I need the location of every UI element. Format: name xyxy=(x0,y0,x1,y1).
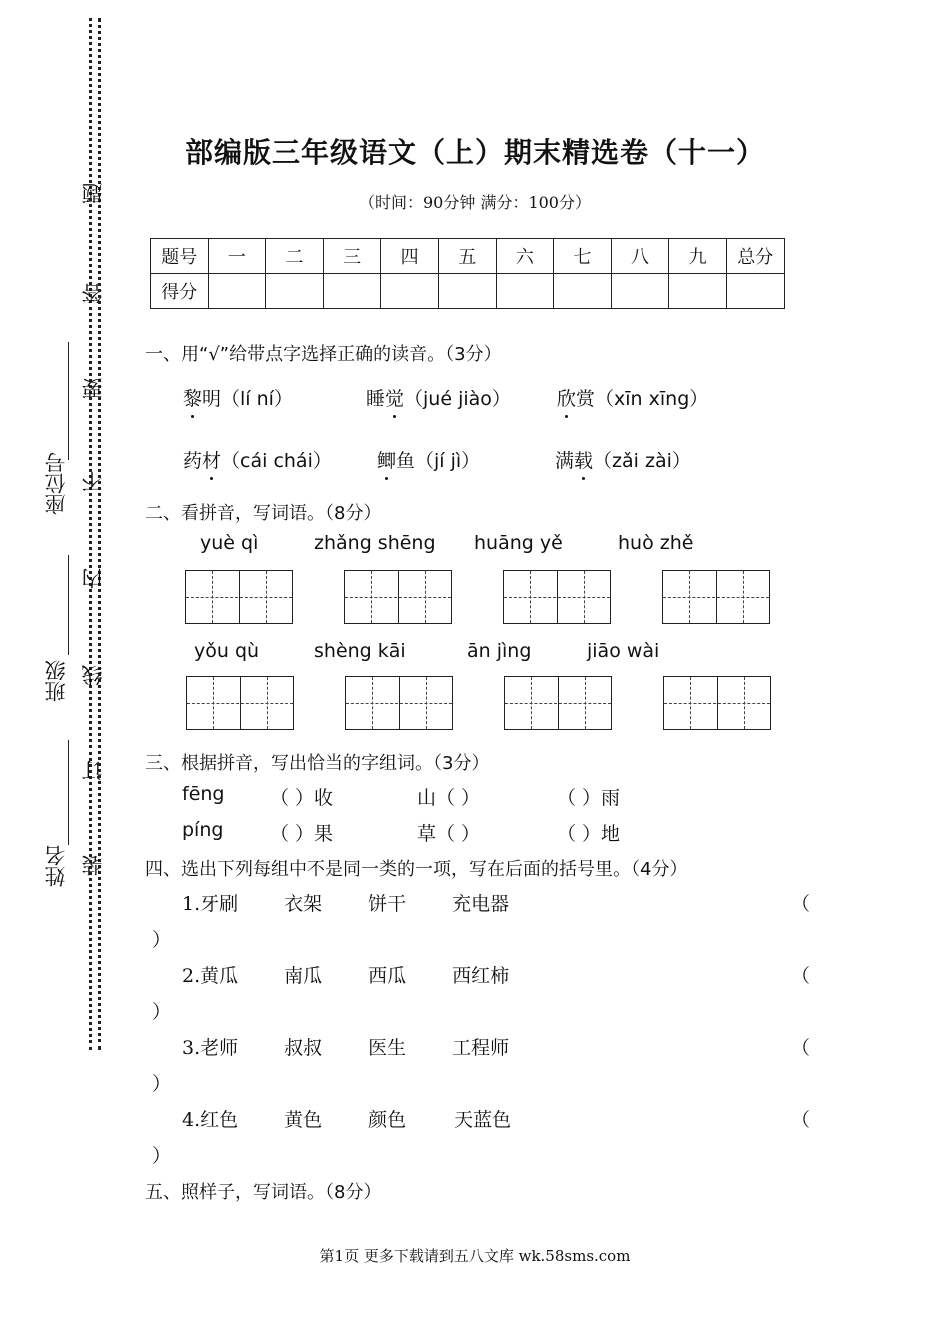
reading-item-2[interactable] xyxy=(366,384,511,411)
writing-box[interactable] xyxy=(503,570,611,624)
section-4-heading: 四、选出下列每组中不是同一类的一项，写在后面的括号里。（4分） xyxy=(145,859,688,880)
score-header-cell: 六 xyxy=(496,239,554,274)
writing-box[interactable] xyxy=(186,676,294,730)
page-footer: 第1页 更多下载请到五八文库 wk.58sms.com xyxy=(319,1247,631,1265)
section-2-heading: 二、看拼音，写词语。（8分） xyxy=(145,503,382,524)
answer-paren-close[interactable]: ） xyxy=(152,1001,172,1023)
word-option: 天蓝色 xyxy=(454,1109,512,1131)
seat-number-label: 座位号 xyxy=(44,452,68,515)
classify-item-1 xyxy=(182,889,509,916)
binding-dotted-line-inner xyxy=(98,18,101,1050)
score-cell[interactable] xyxy=(266,274,324,309)
writing-box[interactable] xyxy=(185,570,293,624)
score-header-cell: 九 xyxy=(669,239,727,274)
classify-item-4 xyxy=(182,1105,511,1132)
word-option: 充电器 xyxy=(452,893,510,915)
score-cell[interactable] xyxy=(208,274,266,309)
writing-box[interactable] xyxy=(344,570,452,624)
margin-char-ding: 订 xyxy=(81,760,105,781)
word-option: 医生 xyxy=(368,1037,407,1059)
score-row-label: 得分 xyxy=(151,274,209,309)
word-option: 叔叔 xyxy=(284,1037,323,1059)
reading-item-6[interactable] xyxy=(555,446,691,473)
word-option: 衣架 xyxy=(284,893,323,915)
answer-paren-open[interactable]: （ xyxy=(791,893,811,915)
score-header-cell: 题号 xyxy=(151,239,209,274)
pinyin-label: zhǎng shēng xyxy=(314,532,436,554)
word-option: 老师 xyxy=(200,1037,239,1059)
margin-char-nei: 内 xyxy=(81,568,105,589)
dotted-char: 载 xyxy=(574,446,593,473)
item-text: 药 xyxy=(183,450,203,472)
seat-number-underline xyxy=(68,342,69,460)
writing-box[interactable] xyxy=(663,676,771,730)
score-header-cell: 一 xyxy=(208,239,266,274)
fill-blank-word[interactable]: （ ）地 xyxy=(557,823,621,845)
item-number: 3. xyxy=(182,1037,201,1059)
dotted-char: 黎 xyxy=(183,384,202,411)
pinyin-options: （xīn xīng） xyxy=(595,388,709,410)
score-cell[interactable] xyxy=(726,274,784,309)
pinyin-label: yǒu qù xyxy=(194,640,260,662)
pinyin-label: ān jìng xyxy=(467,640,532,662)
answer-paren-open[interactable]: （ xyxy=(791,965,811,987)
answer-paren-close[interactable]: ） xyxy=(152,929,172,951)
item-text: 明 xyxy=(202,388,222,410)
word-option: 黄色 xyxy=(284,1109,323,1131)
score-header-cell: 五 xyxy=(438,239,496,274)
classify-item-2 xyxy=(182,961,509,988)
pinyin-label: shèng kāi xyxy=(314,640,406,662)
pinyin-options: （zǎi zài） xyxy=(593,450,691,472)
exam-info: （时间：90分钟 满分：100分） xyxy=(359,193,591,212)
dotted-char: 鲫 xyxy=(377,446,396,473)
fill-blank-word[interactable]: 山（ ） xyxy=(417,787,481,809)
fill-pinyin: fēng xyxy=(182,783,225,805)
pinyin-options: （lí ní） xyxy=(221,388,293,410)
binding-dotted-line-bottom xyxy=(89,745,92,1050)
item-text: 满 xyxy=(555,450,575,472)
section-5-heading: 五、照样子，写词语。（8分） xyxy=(145,1182,382,1203)
item-number: 2. xyxy=(182,965,201,987)
dotted-char: 欣 xyxy=(557,384,576,411)
word-option: 西红柿 xyxy=(452,965,510,987)
answer-paren-close[interactable]: ） xyxy=(152,1073,172,1095)
classify-item-3 xyxy=(182,1033,509,1060)
score-table-header-row xyxy=(151,239,785,274)
score-cell[interactable] xyxy=(381,274,439,309)
margin-char-ti: 题 xyxy=(81,183,105,204)
score-header-cell: 四 xyxy=(381,239,439,274)
score-cell[interactable] xyxy=(496,274,554,309)
writing-box[interactable] xyxy=(662,570,770,624)
score-header-cell: 二 xyxy=(266,239,324,274)
name-underline xyxy=(68,740,69,845)
dotted-char: 觉 xyxy=(385,384,404,411)
word-option: 黄瓜 xyxy=(200,965,239,987)
word-option: 工程师 xyxy=(452,1037,510,1059)
score-header-cell: 八 xyxy=(611,239,669,274)
margin-char-yao: 要 xyxy=(81,378,105,399)
page-title: 部编版三年级语文（上）期末精选卷（十一） xyxy=(184,136,765,169)
answer-paren-close[interactable]: ） xyxy=(152,1145,172,1167)
item-text: 赏 xyxy=(576,388,596,410)
binding-dotted-line-mid xyxy=(89,300,92,755)
item-text: 鱼 xyxy=(396,450,416,472)
pinyin-label: huāng yě xyxy=(474,532,563,554)
writing-box[interactable] xyxy=(504,676,612,730)
score-table-score-row xyxy=(151,274,785,309)
section-1-heading: 一、用“√”给带点字选择正确的读音。（3分） xyxy=(145,344,502,365)
class-label: 班级 xyxy=(44,660,68,702)
section-3-heading: 三、根据拼音，写出恰当的字组词。（3分） xyxy=(145,753,490,774)
score-header-cell: 总分 xyxy=(726,239,784,274)
item-text: 睡 xyxy=(366,388,386,410)
pinyin-options: （jí jì） xyxy=(415,450,481,472)
margin-char-zhuang: 装 xyxy=(81,855,105,876)
reading-item-1[interactable] xyxy=(183,384,293,411)
pinyin-options: （cái chái） xyxy=(221,450,332,472)
score-table xyxy=(150,238,785,309)
item-number: 1. xyxy=(182,893,201,915)
reading-item-3[interactable] xyxy=(557,384,708,411)
pinyin-label: huò zhě xyxy=(618,532,694,554)
word-option: 西瓜 xyxy=(368,965,407,987)
score-cell[interactable] xyxy=(669,274,727,309)
score-cell[interactable] xyxy=(554,274,612,309)
score-cell[interactable] xyxy=(611,274,669,309)
score-cell[interactable] xyxy=(323,274,381,309)
answer-paren-open[interactable]: （ xyxy=(791,1109,811,1131)
margin-char-xian: 线 xyxy=(81,665,105,686)
name-label: 姓名 xyxy=(44,845,68,887)
reading-item-5[interactable] xyxy=(377,446,480,473)
score-header-cell: 三 xyxy=(323,239,381,274)
pinyin-label: jiāo wài xyxy=(587,640,660,662)
fill-blank-word[interactable]: （ ）收 xyxy=(270,787,334,809)
pinyin-options: （jué jiào） xyxy=(404,388,511,410)
word-option: 红色 xyxy=(200,1109,239,1131)
fill-blank-word[interactable]: （ ）果 xyxy=(270,823,334,845)
class-underline xyxy=(68,555,69,655)
word-option: 颜色 xyxy=(368,1109,407,1131)
dotted-char: 材 xyxy=(202,446,221,473)
fill-blank-word[interactable]: 草（ ） xyxy=(417,823,481,845)
score-cell[interactable] xyxy=(438,274,496,309)
pinyin-label: yuè qì xyxy=(200,532,259,554)
word-option: 饼干 xyxy=(368,893,407,915)
margin-char-da: 答 xyxy=(81,283,105,304)
fill-blank-word[interactable]: （ ）雨 xyxy=(557,787,621,809)
reading-item-4[interactable] xyxy=(183,446,332,473)
margin-char-bu: 不 xyxy=(81,471,105,492)
word-option: 南瓜 xyxy=(284,965,323,987)
fill-pinyin: píng xyxy=(182,819,224,841)
item-number: 4. xyxy=(182,1109,201,1131)
writing-box[interactable] xyxy=(345,676,453,730)
answer-paren-open[interactable]: （ xyxy=(791,1037,811,1059)
word-option: 牙刷 xyxy=(200,893,239,915)
score-header-cell: 七 xyxy=(554,239,612,274)
